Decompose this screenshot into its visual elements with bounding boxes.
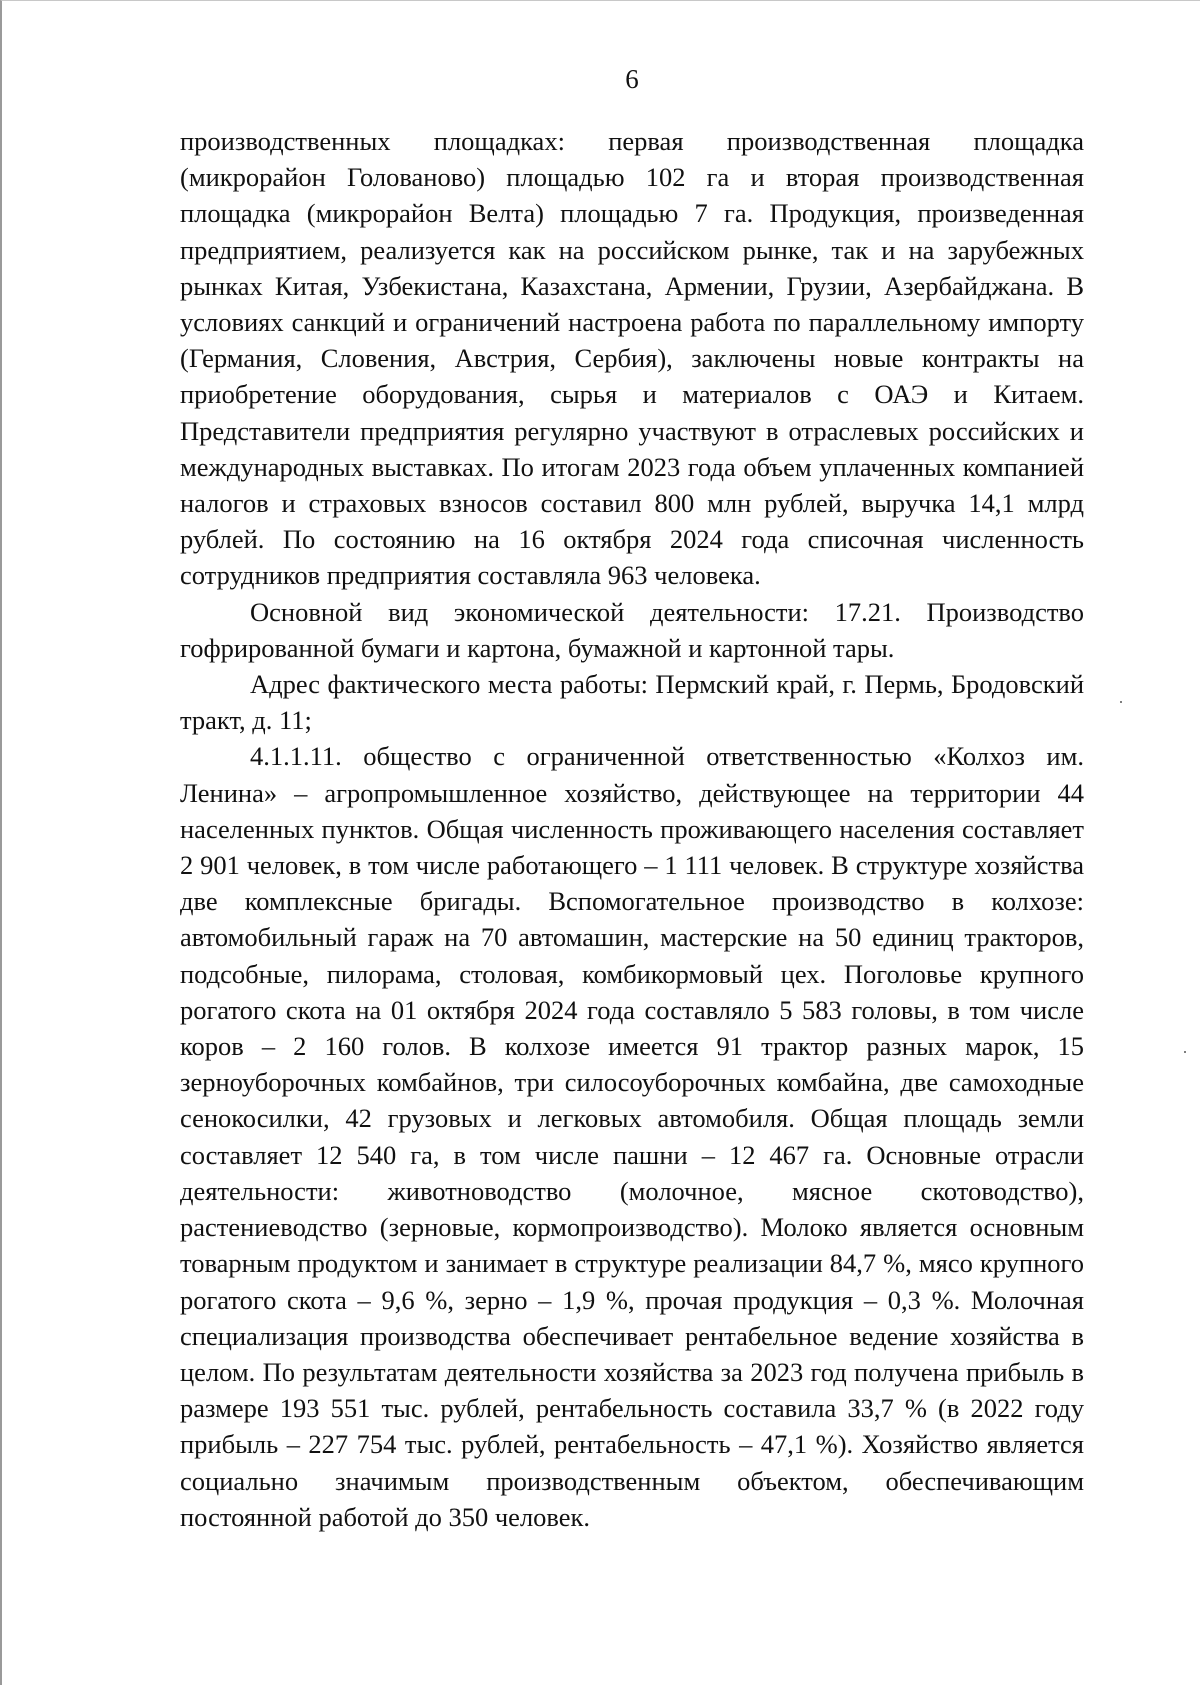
paragraph-address: Адрес фактического места работы: Пермский край, г. Пермь, Бродовский тракт, д. 11;	[180, 669, 1084, 736]
paragraph-activity-type: Основной вид экономической деятельности: 17.21. Производство гофрированной бумаги и картона, бумажной и картонной тары.	[180, 596, 1084, 663]
page-number: 6	[625, 64, 639, 94]
scan-speck	[1184, 1051, 1186, 1053]
document-body	[180, 123, 1084, 1535]
paragraph-continuation: производственных площадках: первая производственная площадка (микрорайон Голованово) площадью 102 га и вторая производственная площадка (микрорайон Велта) площадью 7 га. Продукция, произведенная предприятием, реализуется как на российском рынке, так и на зарубежных рынках Китая, Узбекистана, Казахстана, Армении, Грузии, Азербайджана. В условиях санкций и ограничений настроена работа по параллельному импорту (Германия, Словения, Австрия, Сербия), заключены новые контракты на приобретение оборудования, сырья и материалов с ОАЭ и Китаем. Представители предприятия регулярно участвуют в отраслевых российских и международных выставках. По итогам 2023 года объем уплаченных компанией налогов и страховых взносов составил 800 млн рублей, выручка 14,1 млрд рублей. По состоянию на 16 октября 2024 года списочная численность сотрудников предприятия составляла 963 человека.	[180, 126, 1084, 591]
scan-speck	[1120, 701, 1122, 703]
paragraph-kolkhoz-lenina: 4.1.1.11. общество с ограниченной ответственностью «Колхоз им. Ленина» – агропромышленное хозяйство, действующее на территории 44 населенных пунктов. Общая численность проживающего населения составляет 2 901 человек, в том числе работающего – 1 111 человек. В структуре хозяйства две комплексные бригады. Вспомогательное производство в колхозе: автомобильный гараж на 70 автомашин, мастерские на 50 единиц тракторов, подсобные, пилорама, столовая, комбикормовый цех. Поголовье крупного рогатого скота на 01 октября 2024 года составляло 5 583 головы, в том числе коров – 2 160 голов. В колхозе имеется 91 трактор разных марок, 15 зерноуборочных комбайнов, три силосоуборочных комбайна, две самоходные сенокосилки, 42 грузовых и легковых автомобиля. Общая площадь земли составляет 12 540 га, в том числе пашни – 12 467 га. Основные отрасли деятельности: животноводство (молочное, мясное скотоводство), растениеводство (зерновые, кормопроизводство). Молоко является основным товарным продуктом и занимает в структуре реализации 84,7 %, мясо крупного рогатого скота – 9,6 %, зерно – 1,9 %, прочая продукция – 0,3 %. Молочная специализация производства обеспечивает рентабельное ведение хозяйства в целом. По результатам деятельности хозяйства за 2023 год получена прибыль в размере 193 551 тыс. рублей, рентабельность составила 33,7 % (в 2022 году прибыль – 227 754 тыс. рублей, рентабельность – 47,1 %). Хозяйство является социально значимым производственным объектом, обеспечивающим постоянной работой до 350 человек.	[180, 741, 1084, 1532]
